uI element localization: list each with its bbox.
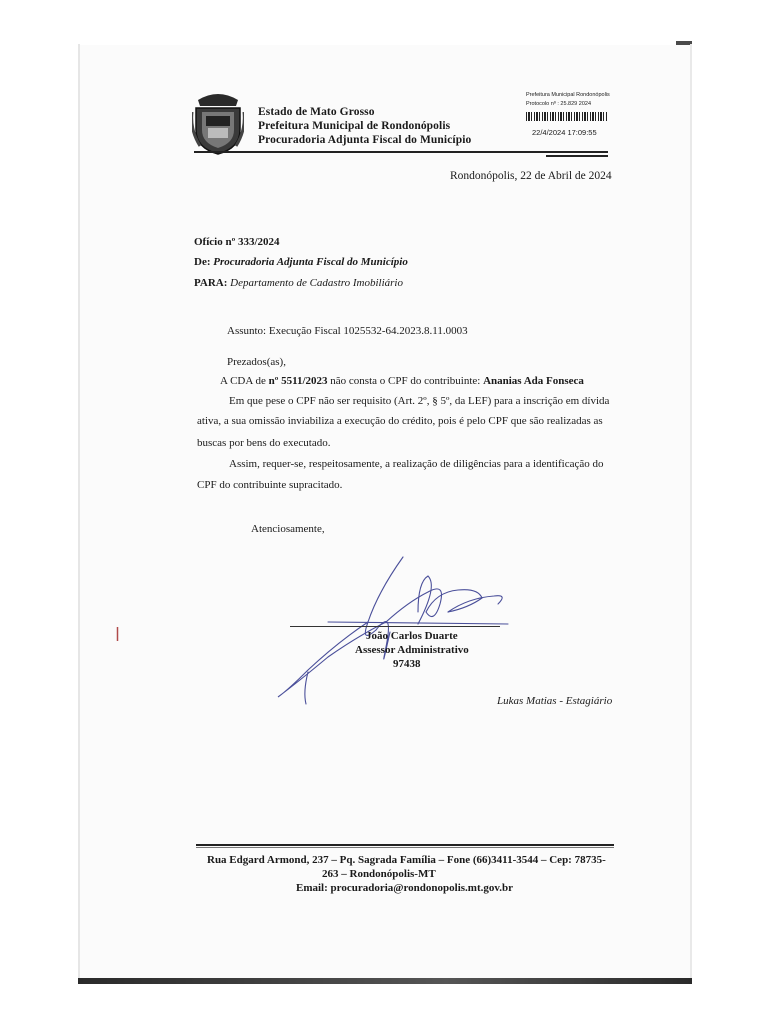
- subject-line: Assunto: Execução Fiscal 1025532-64.2023.8.11.0003: [227, 325, 468, 337]
- greeting: Prezados(as),: [227, 356, 286, 368]
- oficio-number: Ofício nº 333/2024: [194, 236, 280, 248]
- paragraph2-line1: Assim, requer-se, respeitosamente, a realização de diligências para a identificação do: [229, 458, 604, 470]
- date-line: Rondonópolis, 22 de Abril de 2024: [450, 170, 612, 182]
- paragraph1-line1: Em que pese o CPF não ser requisito (Art. 2º, § 5º, da LEF) para a inscrição em dívida: [229, 395, 610, 407]
- cda-prefix: A CDA de: [220, 375, 269, 387]
- letterhead-prefecture: Prefeitura Municipal de Rondonópolis: [258, 120, 451, 132]
- from-label: De:: [194, 256, 211, 268]
- to-line: [194, 277, 403, 289]
- cda-paragraph: [220, 375, 584, 387]
- header-divider-accent: [546, 155, 608, 157]
- taxpayer-name: Ananias Ada Fonseca: [483, 375, 584, 387]
- closing: Atenciosamente,: [251, 523, 325, 535]
- header-divider: [194, 151, 608, 153]
- footer-divider-thin: [196, 847, 614, 848]
- stamp-protocol-number: Protocolo nº : 25.829 2024: [526, 101, 592, 107]
- footer-email[interactable]: Email: procuradoria@rondonopolis.mt.gov.br: [296, 882, 514, 894]
- paragraph1-line2: ativa, a sua omissão inviabiliza a execução do crédito, pois é pelo CPF que são realizadas as: [197, 415, 603, 427]
- scan-edge-bottom: [78, 978, 692, 984]
- footer-address: Rua Edgard Armond, 237 – Pq. Sagrada Família – Fone (66)3411-3544 – Cep: 78735-: [207, 854, 606, 866]
- scan-edge-right: [690, 44, 692, 978]
- paragraph1-line3: buscas por bens do executado.: [197, 437, 331, 449]
- letterhead-state: Estado de Mato Grosso: [258, 106, 375, 118]
- letterhead-office: Procuradoria Adjunta Fiscal do Município: [258, 134, 472, 146]
- intern-credit: Lukas Matias - Estagiário: [497, 695, 613, 707]
- barcode-icon: [526, 112, 608, 121]
- margin-mark: [116, 627, 119, 641]
- footer-divider: [196, 844, 614, 846]
- footer-city: 263 – Rondonópolis-MT: [322, 868, 436, 880]
- from-line: [194, 256, 408, 268]
- paragraph2-line2: CPF do contribuinte supracitado.: [197, 479, 343, 491]
- to-label: PARA:: [194, 277, 228, 289]
- signature-line: [290, 626, 500, 627]
- coat-of-arms-icon: [192, 90, 244, 156]
- signatory-number: 97438: [393, 658, 421, 670]
- stamp-datetime: 22/4/2024 17:09:55: [532, 128, 597, 137]
- from-value: Procuradoria Adjunta Fiscal do Município: [213, 256, 408, 268]
- cda-number: nº 5511/2023: [268, 375, 328, 387]
- stamp-title: Prefeitura Municipal Rondonópolis: [526, 92, 610, 98]
- protocol-stamp: [524, 90, 620, 142]
- signatory-name: João Carlos Duarte: [366, 630, 458, 642]
- document-page: [80, 45, 690, 978]
- signatory-role: Assessor Administrativo: [355, 644, 469, 656]
- to-value: Departamento de Cadastro Imobiliário: [230, 277, 403, 289]
- cda-middle: não consta o CPF do contribuinte:: [327, 375, 484, 387]
